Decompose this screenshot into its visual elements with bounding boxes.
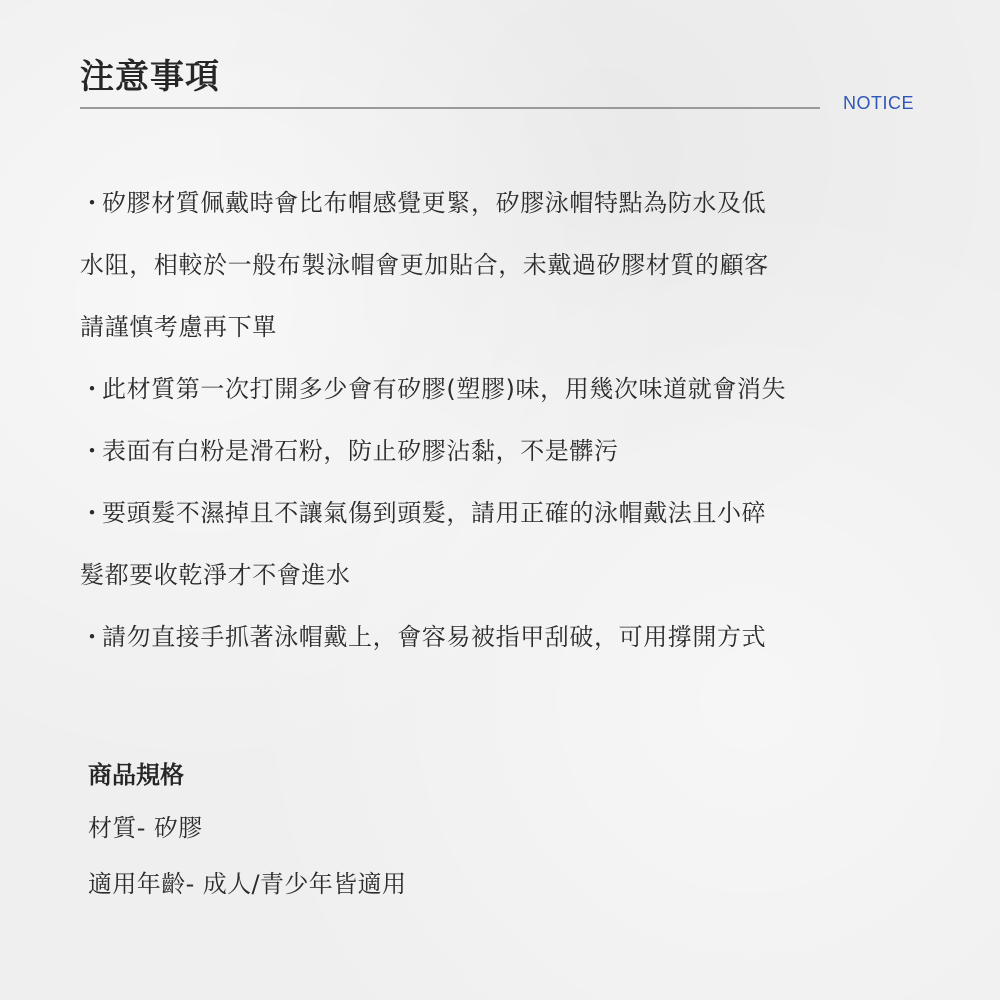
spec-material: 材質- 矽膠 (88, 814, 203, 842)
page-title: 注意事項 (80, 57, 220, 97)
title-divider (80, 107, 820, 109)
note-line: 髮都要收乾淨才不會進水 (80, 561, 351, 589)
note-item (80, 172, 925, 358)
note-line: ・請勿直接手抓著泳帽戴上，會容易被指甲刮破，可用撐開方式 (80, 606, 925, 668)
note-item (80, 606, 925, 668)
note-line: ・要頭髮不濕掉且不讓氣傷到頭髮，請用正確的泳帽戴法且小碎 (80, 482, 925, 544)
note-line: 水阻，相較於一般布製泳帽會更加貼合，未戴過矽膠材質的顧客 (80, 251, 769, 279)
spec-age: 適用年齡- 成人/青少年皆適用 (88, 870, 407, 898)
notice-tag: NOTICE (843, 93, 915, 113)
bullet-icon: ・ (80, 623, 105, 651)
bullet-icon: ・ (80, 375, 105, 403)
note-line: ・表面有白粉是滑石粉，防止矽膠沾黏，不是髒污 (80, 420, 925, 482)
note-line: ・此材質第一次打開多少會有矽膠(塑膠)味，用幾次味道就會消失 (80, 358, 925, 420)
note-item (80, 358, 925, 420)
note-line: 請謹慎考慮再下單 (80, 313, 277, 341)
bullet-icon: ・ (80, 437, 105, 465)
bullet-icon: ・ (80, 189, 105, 217)
specs-title: 商品規格 (88, 761, 184, 789)
note-item (80, 420, 925, 482)
notes-list (80, 172, 925, 668)
bullet-icon: ・ (80, 499, 105, 527)
note-item (80, 482, 925, 606)
product-specs (88, 750, 888, 912)
note-line: ・矽膠材質佩戴時會比布帽感覺更緊，矽膠泳帽特點為防水及低 (80, 172, 925, 234)
